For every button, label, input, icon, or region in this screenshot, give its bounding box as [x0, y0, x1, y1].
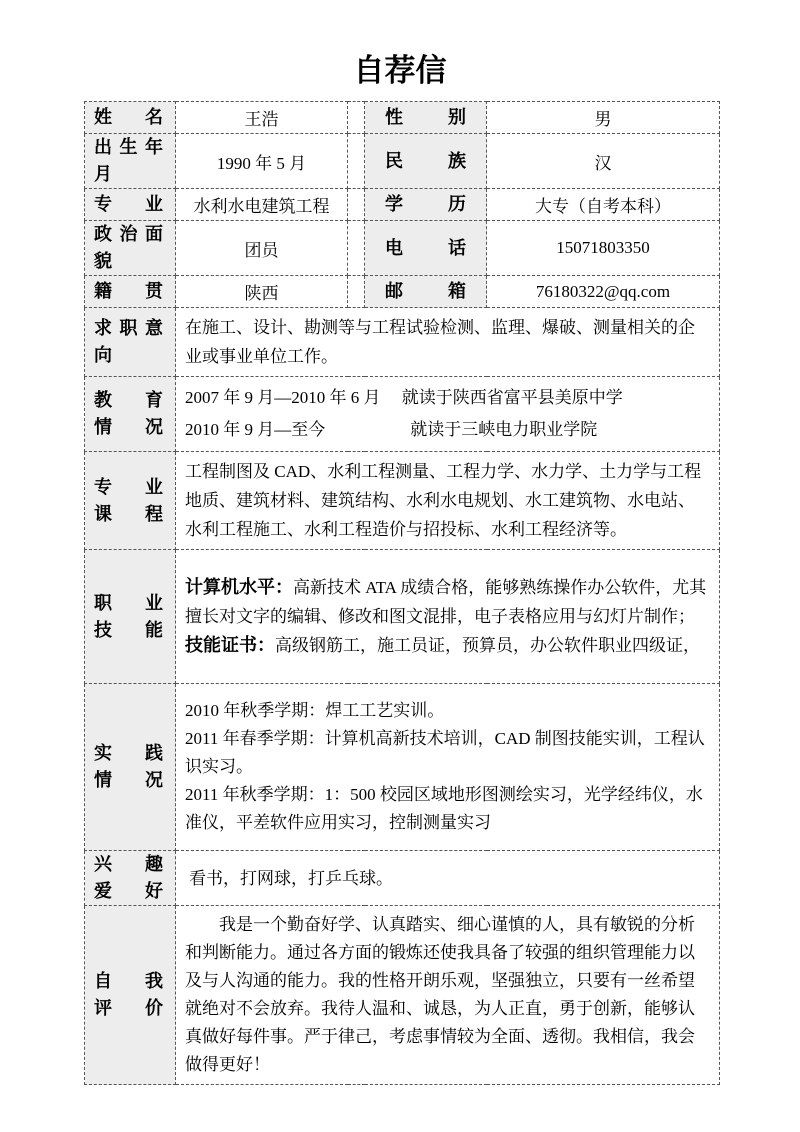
- self-evaluation-content: 我是一个勤奋好学、认真踏实、细心谨慎的人，具有敏锐的分析和判断能力。通过各方面的锻炼还使我具备了较强的组织管理能力以及与人沟通的能力。我的性格开朗乐观，坚强独立，只要有一丝希望就绝对不会放弃。我待人温和、诚恳，为人正直，勇于创新，能够认真做好每件事。严于律己，考虑事情较为全面、透彻。我相信，我会做得更好！: [176, 906, 720, 1085]
- courses-label-cell: 专 业 课 程: [85, 452, 176, 550]
- skills-content: [176, 550, 720, 684]
- skills-label-cell: 职 业 技 能: [85, 550, 176, 684]
- degree-label-cell: 学 历: [365, 189, 487, 221]
- spacer-cell: [348, 221, 365, 276]
- political-status-label-cell: 政治面貌: [85, 221, 176, 276]
- spacer-cell: [348, 276, 365, 308]
- courses-content: 工程制图及 CAD、水利工程测量、工程力学、水力学、土力学与工程地质、建筑材料、建筑结构、水利水电规划、水工建筑物、水电站、水利工程施工、水利工程造价与招投标、水利工程经济等。: [176, 452, 720, 550]
- spacer-cell: [348, 134, 365, 189]
- degree-value: 大专（自考本科）: [487, 189, 720, 221]
- info-row-name-gender: [85, 102, 720, 134]
- computer-skill-item: 计算机水平：高新技术 ATA 成绩合格，能够熟练操作办公软件，尤其擅长对文字的编辑、修改和图文混排，电子表格应用与幻灯片制作；: [185, 577, 707, 626]
- gender-value: 男: [487, 102, 720, 134]
- major-value: 水利水电建筑工程: [176, 189, 348, 221]
- birthdate-label-cell: 出生年月: [85, 134, 176, 189]
- section-row-self-evaluation: [85, 906, 720, 1085]
- section-row-education: [85, 377, 720, 452]
- section-row-hobbies: [85, 851, 720, 906]
- native-place-label-cell: 籍 贯: [85, 276, 176, 308]
- section-row-skills: [85, 550, 720, 684]
- objective-label-cell: 求职意向: [85, 308, 176, 377]
- info-row-origin-email: [85, 276, 720, 308]
- name-label-cell: 姓 名: [85, 102, 176, 134]
- page-title: 自荐信: [353, 53, 447, 88]
- practice-label-cell: 实 践 情 况: [85, 684, 176, 851]
- spacer-cell: [348, 189, 365, 221]
- spacer-cell: [348, 102, 365, 134]
- name-value: 王浩: [176, 102, 348, 134]
- resume-table: [84, 101, 720, 1085]
- major-label-cell: 专 业: [85, 189, 176, 221]
- section-row-practice: [85, 684, 720, 851]
- computer-skill-head: 计算机水平：: [185, 577, 293, 597]
- info-row-birth-ethnic: [85, 134, 720, 189]
- certificates-item: 技能证书：高级钢筋工，施工员证，预算员，办公软件职业四级证，: [185, 635, 700, 655]
- email-value: 76180322@qq.com: [487, 276, 720, 308]
- hobbies-label-cell: 兴 趣 爱 好: [85, 851, 176, 906]
- phone-label-cell: 电 话: [365, 221, 487, 276]
- certificates-head: 技能证书：: [185, 635, 275, 655]
- political-status-value: 团员: [176, 221, 348, 276]
- hobbies-content: 看书，打网球，打乒乓球。: [176, 851, 720, 906]
- birthdate-value: 1990 年 5 月: [176, 134, 348, 189]
- email-label-cell: 邮 箱: [365, 276, 487, 308]
- info-row-major-degree: [85, 189, 720, 221]
- ethnicity-value: 汉: [487, 134, 720, 189]
- ethnicity-label-cell: 民 族: [365, 134, 487, 189]
- education-label-cell: 教 育 情 况: [85, 377, 176, 452]
- phone-value: 15071803350: [487, 221, 720, 276]
- self-evaluation-label-cell: 自 我 评 价: [85, 906, 176, 1085]
- objective-content: 在施工、设计、勘测等与工程试验检测、监理、爆破、测量相关的企业或事业单位工作。: [176, 308, 720, 377]
- education-content: 2007 年 9 月—2010 年 6 月 就读于陕西省富平县美原中学 2010 年 9 月—至今 就读于三峡电力职业学院: [176, 377, 720, 452]
- gender-label-cell: 性 别: [365, 102, 487, 134]
- info-row-political-phone: [85, 221, 720, 276]
- practice-content: 2010 年秋季学期：焊工工艺实训。 2011 年春季学期：计算机高新技术培训，CAD 制图技能实训，工程认识实习。 2011 年秋季学期：1：500 校园区域地形图测绘实习，光学经纬仪，水准仪，平差软件应用实习，控制测量实习: [176, 684, 720, 851]
- section-row-objective: [85, 308, 720, 377]
- section-row-courses: [85, 452, 720, 550]
- native-place-value: 陕西: [176, 276, 348, 308]
